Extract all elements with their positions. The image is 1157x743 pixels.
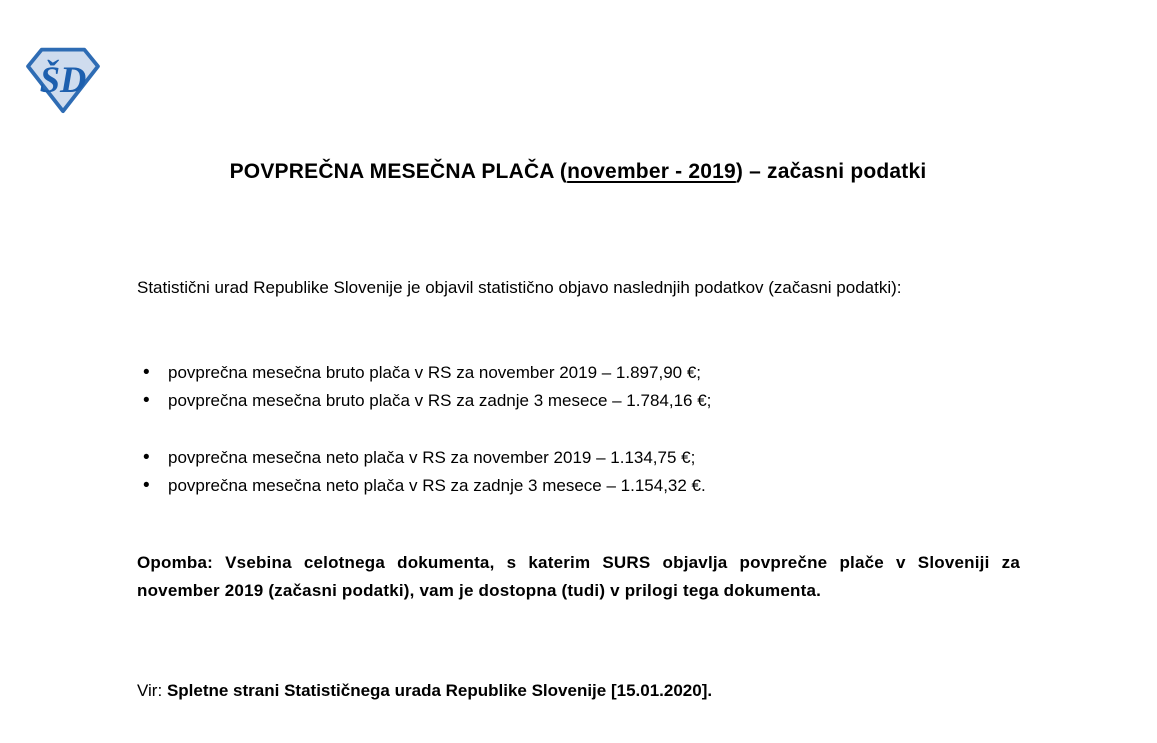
source-label: Vir: [137,681,163,700]
bullet-list-bruto [137,359,1020,415]
sd-diamond-logo [25,44,101,116]
sd-logo-icon [25,44,101,116]
source-text: Spletne strani Statističnega urada Republike Slovenije [15.01.2020]. [166,681,713,700]
logo-letters: ŠD [39,59,87,101]
title-prefix: POVPREČNA MESEČNA PLAČA ( [229,160,568,183]
title-suffix: ) – začasni podatki [735,160,927,183]
intro-paragraph: Statistični urad Republike Slovenije je objavil statistično objavo naslednjih podatkov (začasni podatki): [137,278,902,297]
note-paragraph: Opomba: Vsebina celotnega dokumenta, s katerim SURS objavlja povprečne plače v Sloveniji za november 2019 (začasni podatki), vam je dostopna (tudi) v prilogi tega dokumenta. [137,553,1020,600]
source-line [137,677,1020,705]
title-underlined-date: november - 2019 [567,160,736,183]
list-item-neto-november: • povprečna mesečna neto plača v RS za november 2019 – 1.134,75 €; [137,444,1020,472]
bullet-list-neto [137,444,1020,500]
list-item-bruto-november: • povprečna mesečna bruto plača v RS za november 2019 – 1.897,90 €; [137,359,1020,387]
list-item-neto-3-mesece: • povprečna mesečna neto plača v RS za zadnje 3 mesece – 1.154,32 €. [137,472,1020,500]
page-title [158,156,998,187]
list-item-bruto-3-mesece: • povprečna mesečna bruto plača v RS za zadnje 3 mesece – 1.784,16 €; [137,387,1020,415]
